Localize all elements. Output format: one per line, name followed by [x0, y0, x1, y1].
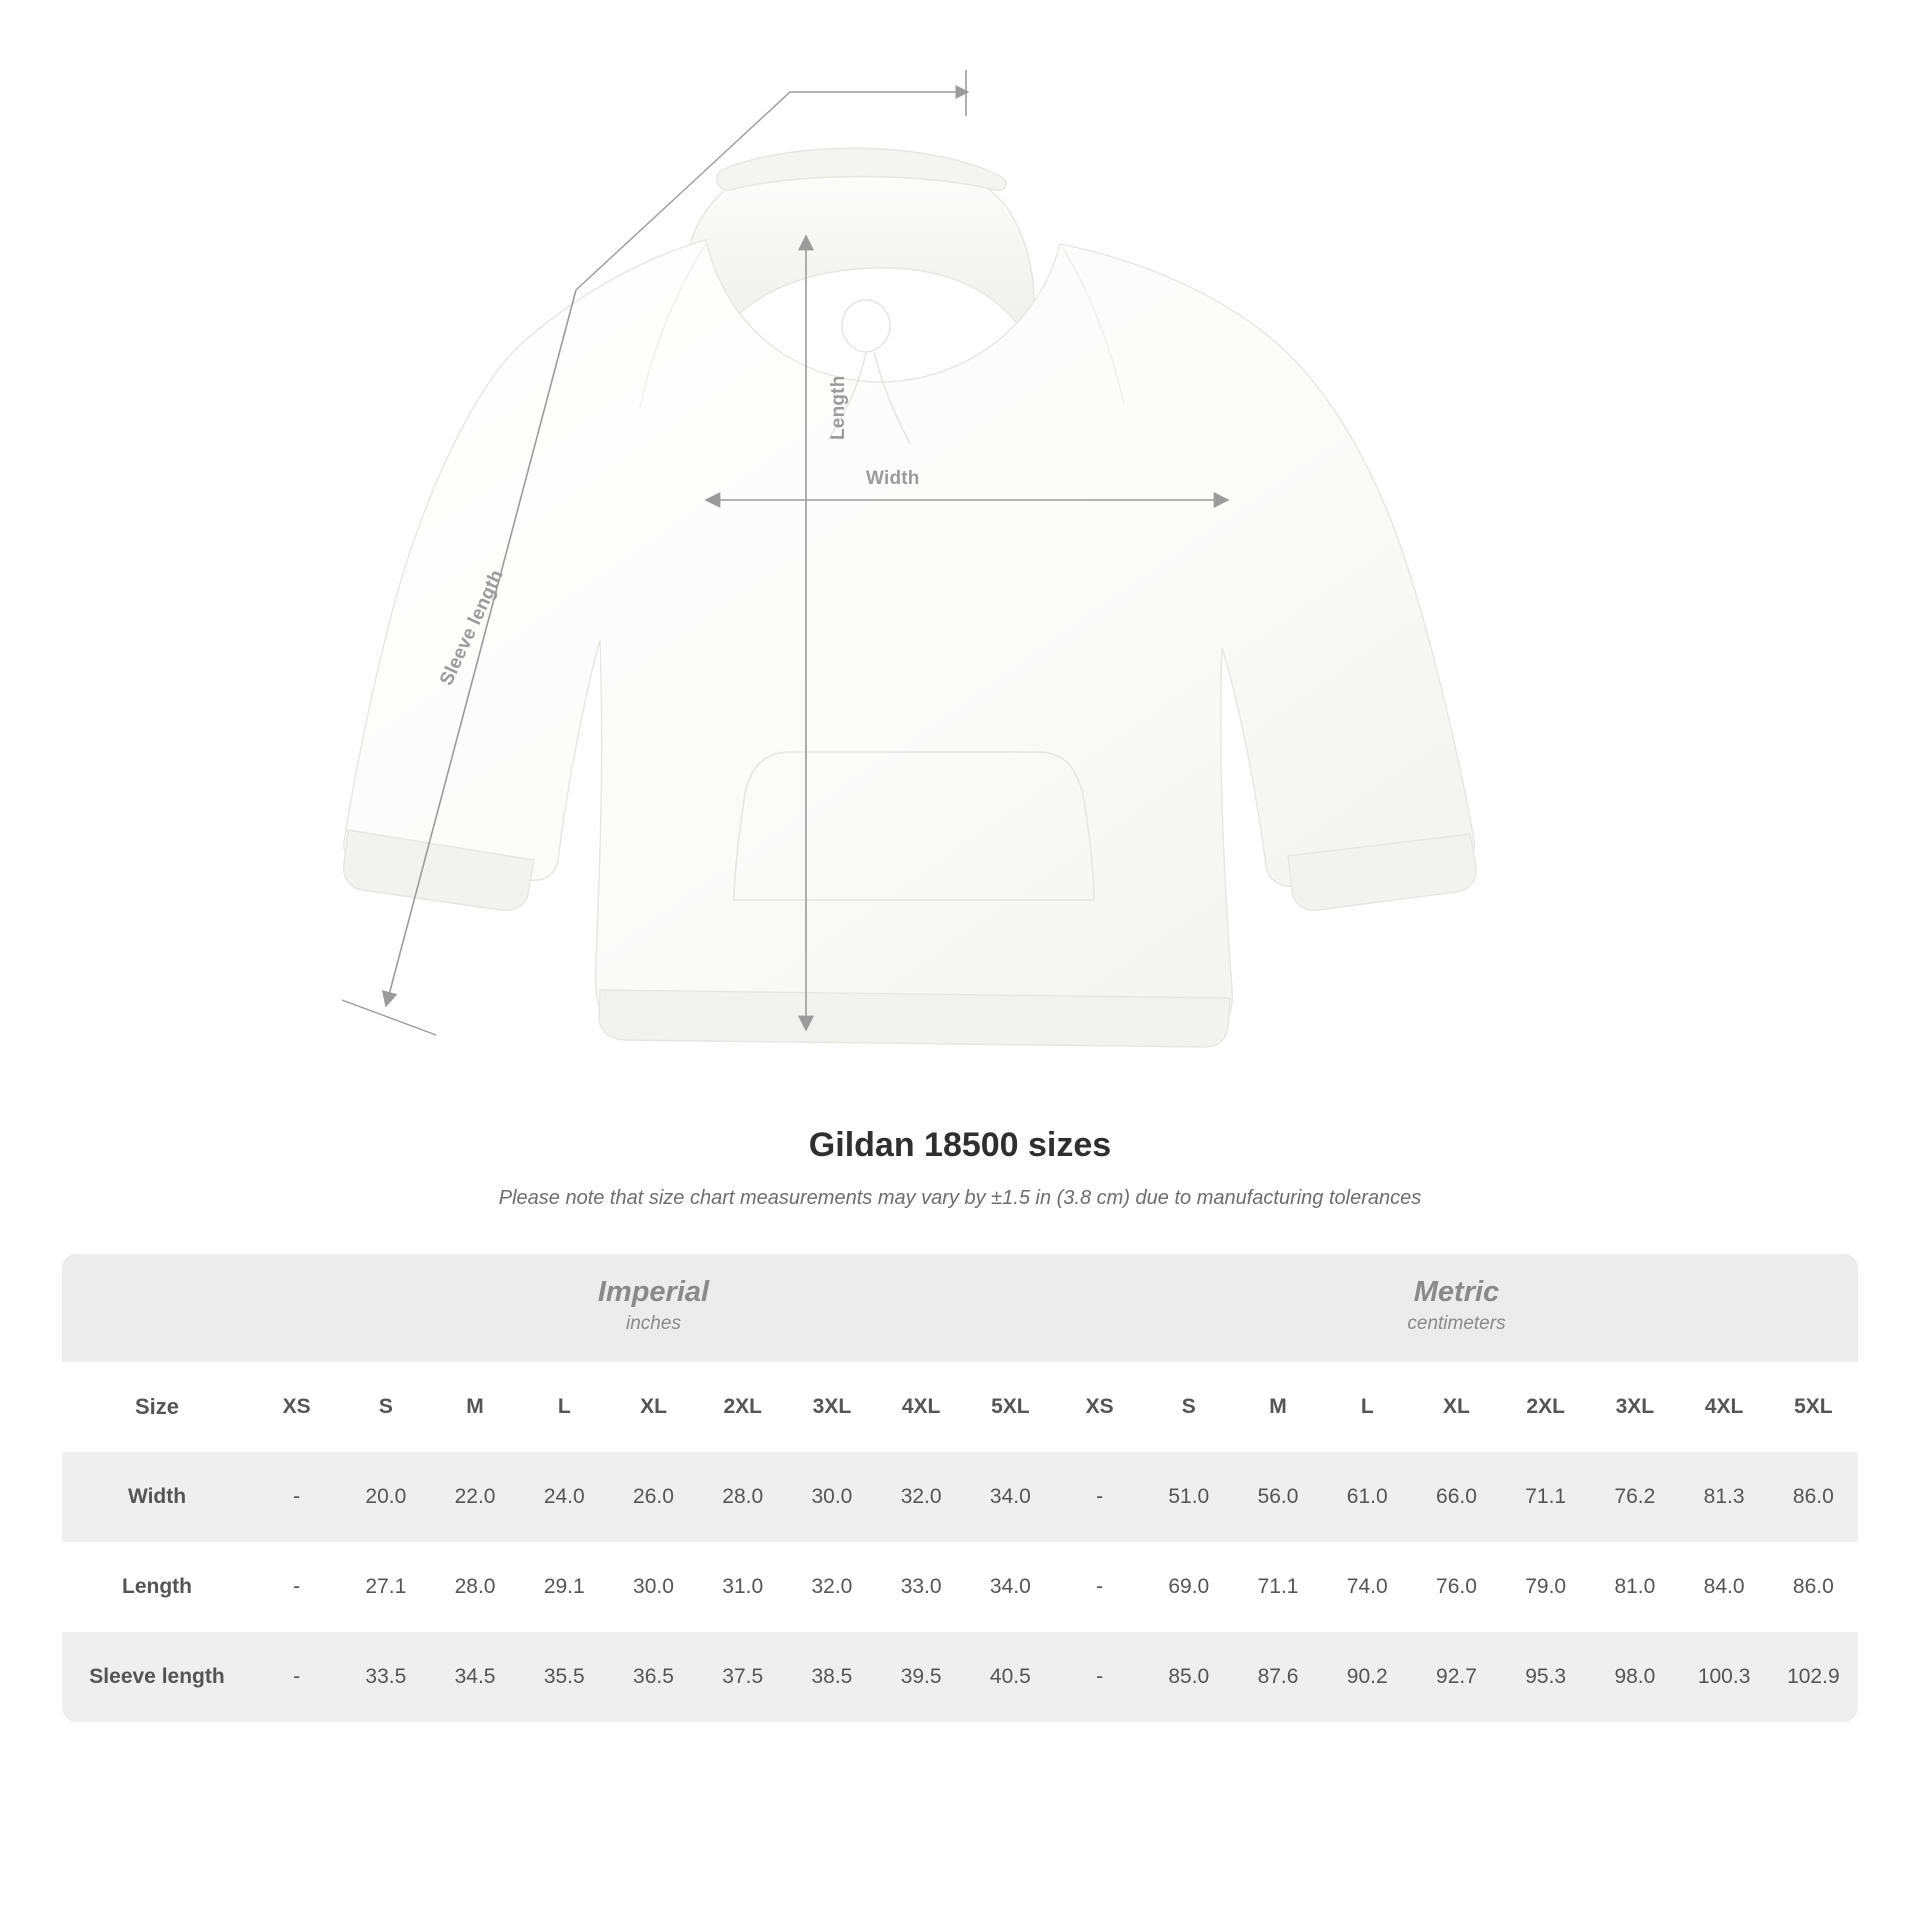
cell-sleeve-length: 39.5 [877, 1632, 966, 1722]
size-header-cell: 2XL [698, 1362, 787, 1452]
cell-sleeve-length: 102.9 [1769, 1632, 1858, 1722]
cell-width: 86.0 [1769, 1452, 1858, 1542]
length-label: Length [828, 375, 849, 440]
cell-length: 27.1 [341, 1542, 430, 1632]
width-label: Width [866, 468, 920, 489]
size-header-label: Size [62, 1362, 252, 1452]
size-header-cell: 4XL [1680, 1362, 1769, 1452]
cell-width: 34.0 [966, 1452, 1055, 1542]
unit-sub-imperial: inches [626, 1313, 681, 1335]
cell-length: 84.0 [1680, 1542, 1769, 1632]
size-header-cell: 3XL [787, 1362, 876, 1452]
cell-width: 26.0 [609, 1452, 698, 1542]
cell-length: 28.0 [430, 1542, 519, 1632]
unit-name-metric: Metric [1413, 1276, 1500, 1309]
size-header-cell: XL [609, 1362, 698, 1452]
cell-length: 74.0 [1323, 1542, 1412, 1632]
cell-length: - [252, 1542, 341, 1632]
cell-width: 61.0 [1323, 1452, 1412, 1542]
cell-width: 30.0 [787, 1452, 876, 1542]
size-header-row [62, 1362, 1858, 1452]
cell-width: 24.0 [520, 1452, 609, 1542]
cell-width: 32.0 [877, 1452, 966, 1542]
cell-length: 81.0 [1590, 1542, 1679, 1632]
cell-length: 30.0 [609, 1542, 698, 1632]
cell-sleeve-length: 38.5 [787, 1632, 876, 1722]
cell-length: 86.0 [1769, 1542, 1858, 1632]
unit-header-imperial [252, 1254, 1055, 1362]
cell-length: 79.0 [1501, 1542, 1590, 1632]
cell-sleeve-length: 87.6 [1233, 1632, 1322, 1722]
table-row [62, 1632, 1858, 1722]
cell-sleeve-length: 36.5 [609, 1632, 698, 1722]
size-header-cell: L [520, 1362, 609, 1452]
cell-sleeve-length: 100.3 [1680, 1632, 1769, 1722]
size-table-wrapper [62, 1254, 1858, 1722]
size-header-cell: M [1233, 1362, 1322, 1452]
cell-length: - [1055, 1542, 1144, 1632]
table-row [62, 1542, 1858, 1632]
cell-width: 66.0 [1412, 1452, 1501, 1542]
cell-length: 33.0 [877, 1542, 966, 1632]
size-header-cell: S [1144, 1362, 1233, 1452]
unit-header-metric [1055, 1254, 1858, 1362]
cell-sleeve-length: 35.5 [520, 1632, 609, 1722]
unit-sub-metric: centimeters [1407, 1313, 1506, 1335]
size-header-cell: XL [1412, 1362, 1501, 1452]
cell-length: 69.0 [1144, 1542, 1233, 1632]
row-label-sleeve-length: Sleeve length [62, 1632, 252, 1722]
cell-sleeve-length: 95.3 [1501, 1632, 1590, 1722]
cell-sleeve-length: 98.0 [1590, 1632, 1679, 1722]
cell-length: 34.0 [966, 1542, 1055, 1632]
table-row [62, 1452, 1858, 1542]
cell-width: 22.0 [430, 1452, 519, 1542]
cell-width: 81.3 [1680, 1452, 1769, 1542]
cell-sleeve-length: 37.5 [698, 1632, 787, 1722]
row-label-length: Length [62, 1542, 252, 1632]
cell-sleeve-length: 85.0 [1144, 1632, 1233, 1722]
cell-width: - [1055, 1452, 1144, 1542]
cell-sleeve-length: - [1055, 1632, 1144, 1722]
sleeve-length-label: Sleeve length [436, 566, 508, 689]
unit-header-spacer [62, 1254, 252, 1362]
cell-width: 56.0 [1233, 1452, 1322, 1542]
cell-sleeve-length: 40.5 [966, 1632, 1055, 1722]
unit-name-imperial: Imperial [597, 1276, 710, 1309]
cell-length: 71.1 [1233, 1542, 1322, 1632]
size-header-cell: 2XL [1501, 1362, 1590, 1452]
size-header-cell: S [341, 1362, 430, 1452]
cell-width: 28.0 [698, 1452, 787, 1542]
size-header-cell: M [430, 1362, 519, 1452]
size-header-cell: L [1323, 1362, 1412, 1452]
row-label-width: Width [62, 1452, 252, 1542]
cell-length: 76.0 [1412, 1542, 1501, 1632]
cell-sleeve-length: 33.5 [341, 1632, 430, 1722]
hoodie-body [344, 148, 1477, 1047]
size-header-cell: 5XL [1769, 1362, 1858, 1452]
cell-width: 20.0 [341, 1452, 430, 1542]
size-header-cell: XS [1055, 1362, 1144, 1452]
cell-length: 32.0 [787, 1542, 876, 1632]
page-title: Gildan 18500 sizes [808, 1126, 1112, 1164]
page-subtitle: Please note that size chart measurements may vary by ±1.5 in (3.8 cm) due to manufacturing tolerances [498, 1187, 1422, 1209]
cell-sleeve-length: - [252, 1632, 341, 1722]
size-header-cell: XS [252, 1362, 341, 1452]
cell-sleeve-length: 92.7 [1412, 1632, 1501, 1722]
cell-sleeve-length: 90.2 [1323, 1632, 1412, 1722]
cell-width: 71.1 [1501, 1452, 1590, 1542]
size-header-cell: 3XL [1590, 1362, 1679, 1452]
size-header-cell: 4XL [877, 1362, 966, 1452]
cell-width: 76.2 [1590, 1452, 1679, 1542]
cell-sleeve-length: 34.5 [430, 1632, 519, 1722]
cell-width: - [252, 1452, 341, 1542]
unit-header-row [62, 1254, 1858, 1362]
cell-width: 51.0 [1144, 1452, 1233, 1542]
size-table [62, 1254, 1858, 1722]
cell-length: 31.0 [698, 1542, 787, 1632]
size-header-cell: 5XL [966, 1362, 1055, 1452]
cell-length: 29.1 [520, 1542, 609, 1632]
